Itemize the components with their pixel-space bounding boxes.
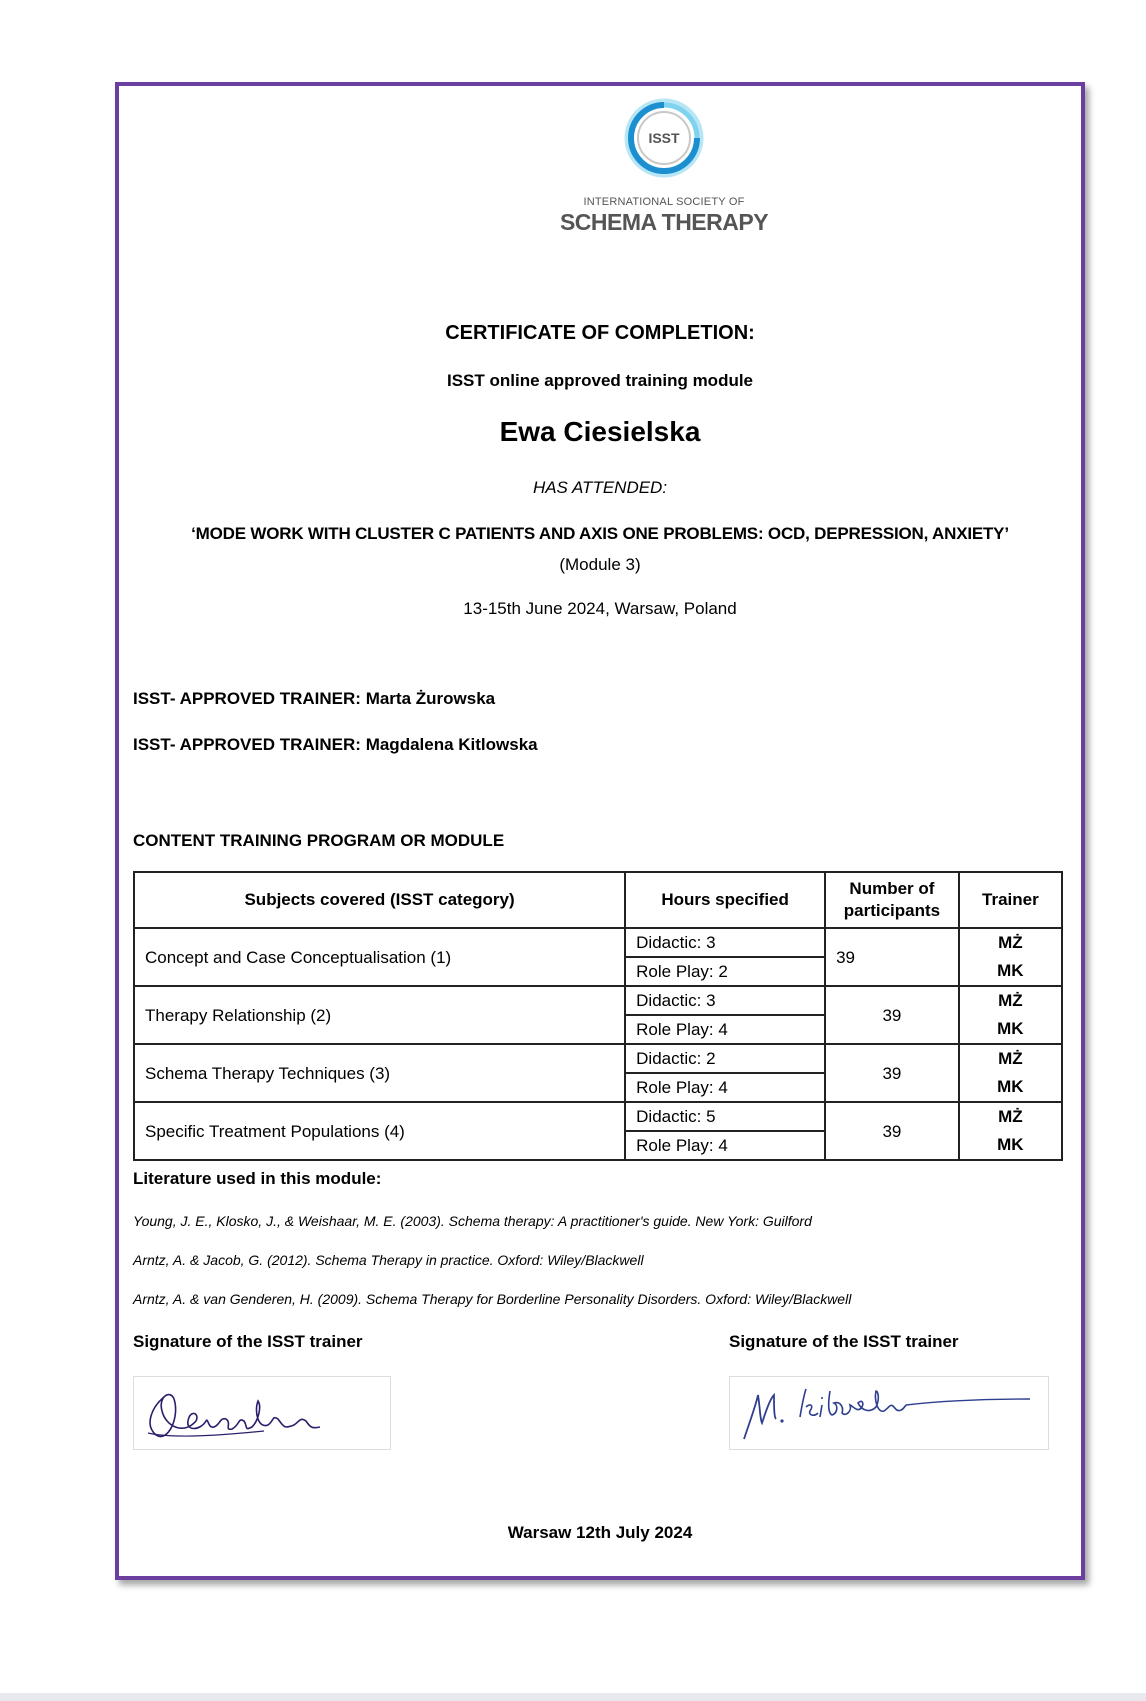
trainer-initials-2: MK	[997, 1077, 1024, 1096]
bottom-strip	[0, 1693, 1146, 1701]
attended-label: HAS ATTENDED:	[532, 478, 668, 497]
trainer-name: Magdalena Kitlowska	[365, 735, 538, 754]
trainer-initials-1: MŻ	[998, 1107, 1023, 1126]
training-table	[133, 871, 1063, 1161]
trainer-cell	[959, 928, 1062, 986]
isst-ring-icon	[624, 98, 704, 178]
signature-label-right: Signature of the ISST trainer	[729, 1332, 959, 1351]
literature-ref: Young, J. E., Klosko, J., & Weishaar, M. E. (2003). Schema therapy: A practitioner's guide. New York: Guilford	[133, 1213, 812, 1229]
roleplay-hours-cell: Role Play: 4	[625, 1073, 825, 1102]
header-hours: Hours specified	[625, 872, 825, 928]
literature-heading: Literature used in this module:	[133, 1169, 382, 1188]
logo-title: SCHEMA THERAPY	[559, 209, 769, 235]
certificate-heading: CERTIFICATE OF COMPLETION:	[445, 322, 755, 344]
recipient-name: Ewa Ciesielska	[499, 416, 701, 447]
trainer-cell	[959, 1044, 1062, 1102]
trainer-label: ISST- APPROVED TRAINER:	[133, 735, 361, 754]
table-row	[134, 928, 1062, 957]
module-number: (Module 3)	[559, 555, 641, 574]
table-row	[134, 1102, 1062, 1131]
trainer-initials-2: MK	[997, 1019, 1024, 1038]
signature-zurowska-icon	[134, 1377, 390, 1449]
subject-cell: Concept and Case Conceptualisation (1)	[134, 928, 625, 986]
roleplay-hours-cell: Role Play: 2	[625, 957, 825, 986]
signature-kitlowska-icon	[730, 1377, 1048, 1449]
participants-cell: 39	[825, 986, 959, 1044]
header-participants: Number of participants	[825, 872, 959, 928]
didactic-hours-cell: Didactic: 3	[625, 986, 825, 1015]
didactic-hours-cell: Didactic: 3	[625, 928, 825, 957]
literature-ref: Arntz, A. & van Genderen, H. (2009). Schema Therapy for Borderline Personality Disorders. Oxford: Wiley/Blackwell	[133, 1291, 852, 1307]
subject-cell: Therapy Relationship (2)	[134, 986, 625, 1044]
signature-image-left	[133, 1376, 391, 1450]
course-title: ‘MODE WORK WITH CLUSTER C PATIENTS AND AXIS ONE PROBLEMS: OCD, DEPRESSION, ANXIETY’	[191, 524, 1009, 543]
trainer-label: ISST- APPROVED TRAINER:	[133, 689, 361, 708]
logo-subtitle: INTERNATIONAL SOCIETY OF	[583, 196, 745, 208]
didactic-hours-cell: Didactic: 5	[625, 1102, 825, 1131]
header-trainer: Trainer	[959, 872, 1062, 928]
logo-icon-text: ISST	[648, 130, 680, 146]
table-row	[134, 986, 1062, 1015]
roleplay-hours-cell: Role Play: 4	[625, 1015, 825, 1044]
course-date-location: 13-15th June 2024, Warsaw, Poland	[463, 599, 737, 618]
trainer-name: Marta Żurowska	[365, 689, 496, 708]
certificate-page	[115, 82, 1085, 1580]
trainer-initials-2: MK	[997, 1135, 1024, 1154]
didactic-hours-cell: Didactic: 2	[625, 1044, 825, 1073]
isst-logo	[554, 98, 774, 238]
trainer-cell	[959, 1102, 1062, 1160]
trainer-initials-1: MŻ	[998, 991, 1023, 1010]
trainer-cell	[959, 986, 1062, 1044]
subject-cell: Schema Therapy Techniques (3)	[134, 1044, 625, 1102]
content-heading: CONTENT TRAINING PROGRAM OR MODULE	[133, 831, 505, 850]
participants-cell: 39	[825, 1044, 959, 1102]
table-header-row	[134, 872, 1062, 928]
trainer-initials-2: MK	[997, 961, 1024, 980]
trainer-line-1	[133, 689, 495, 709]
signature-image-right	[729, 1376, 1049, 1450]
trainer-initials-1: MŻ	[998, 933, 1023, 952]
signature-label-left: Signature of the ISST trainer	[133, 1332, 363, 1351]
roleplay-hours-cell: Role Play: 4	[625, 1131, 825, 1160]
place-and-date: Warsaw 12th July 2024	[507, 1523, 693, 1542]
participants-cell: 39	[825, 928, 959, 986]
literature-ref: Arntz, A. & Jacob, G. (2012). Schema Therapy in practice. Oxford: Wiley/Blackwell	[133, 1252, 644, 1268]
table-row	[134, 1044, 1062, 1073]
subject-cell: Specific Treatment Populations (4)	[134, 1102, 625, 1160]
participants-cell: 39	[825, 1102, 959, 1160]
header-subjects: Subjects covered (ISST category)	[134, 872, 625, 928]
trainer-line-2	[133, 735, 538, 755]
trainer-initials-1: MŻ	[998, 1049, 1023, 1068]
module-type: ISST online approved training module	[446, 371, 754, 390]
